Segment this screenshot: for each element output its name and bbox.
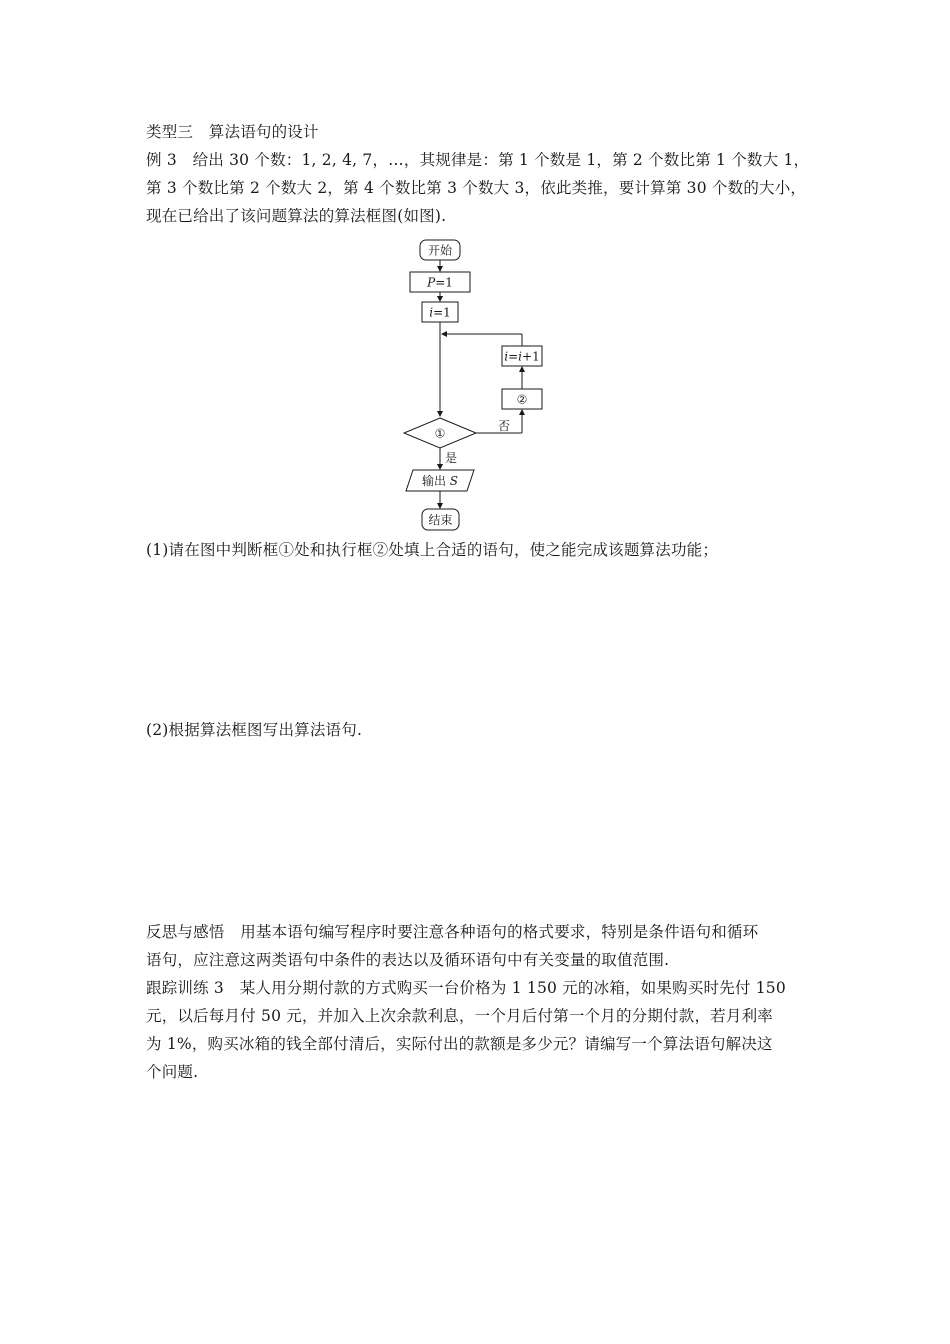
end-label: 结束 bbox=[428, 513, 453, 527]
start-label: 开始 bbox=[427, 243, 453, 258]
reflection-line-1: 反思与感悟 用基本语句编写程序时要注意各种语句的格式要求，特别是条件语句和循环 bbox=[146, 923, 759, 941]
example-line-2: 第 3 个数比第 2 个数大 2，第 4 个数比第 3 个数大 3，依此类推，要计算第 30 个数的大小， bbox=[146, 179, 807, 197]
decision-label: ① bbox=[434, 426, 446, 441]
practice-line-1: 跟踪训练 3 某人用分期付款的方式购买一台价格为 1 150 元的冰箱，如果购买时先付 150 bbox=[146, 979, 786, 997]
reflection-line-2: 语句，应注意这两类语句中条件的表达以及循环语句中有关变量的取值范围. bbox=[146, 951, 670, 969]
question-1: (1)请在图中判断框①处和执行框②处填上合适的语句，使之能完成该题算法功能； bbox=[146, 541, 719, 559]
example-line-1: 例 3 给出 30 个数：1, 2, 4, 7，…，其规律是：第 1 个数是 1，第 2 个数比第 1 个数大 1， bbox=[146, 151, 810, 169]
practice-line-4: 个问题. bbox=[146, 1063, 199, 1081]
section-heading: 类型三 算法语句的设计 bbox=[146, 123, 319, 141]
practice-line-2: 元，以后每月付 50 元，并加入上次余款利息，一个月后付第一个月的分期付款，若月利率 bbox=[146, 1007, 773, 1025]
practice-line-3: 为 1%，购买冰箱的钱全部付清后，实际付出的款额是多少元？请编写一个算法语句解决这 bbox=[146, 1035, 773, 1053]
question-2: (2)根据算法框图写出算法语句. bbox=[146, 721, 363, 739]
no-label: 否 bbox=[498, 419, 511, 433]
p-init-label: P=1 bbox=[427, 275, 453, 290]
example-line-3: 现在已给出了该问题算法的算法框图(如图). bbox=[146, 207, 447, 225]
i-init-label: i=1 bbox=[429, 305, 451, 320]
algorithm-flowchart bbox=[396, 236, 556, 536]
yes-label: 是 bbox=[445, 451, 458, 465]
output-label: 输出 S bbox=[421, 474, 459, 488]
increment-label: i=i+1 bbox=[504, 349, 540, 364]
execution-box-2-label: ② bbox=[516, 392, 528, 407]
